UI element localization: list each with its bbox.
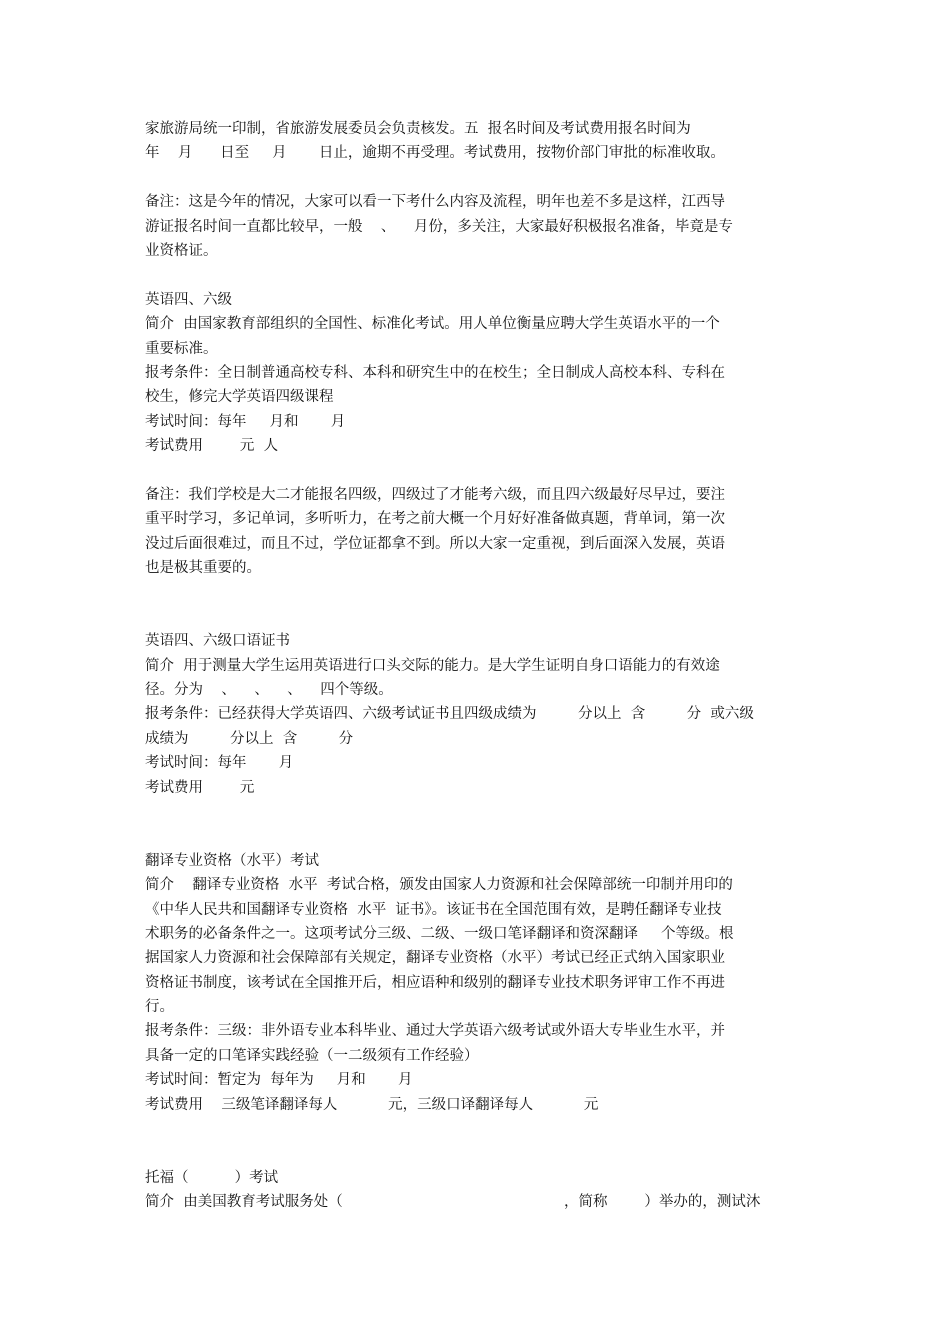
note2-line-4: 也是极其重要的。: [145, 560, 261, 577]
toefl-title: 托福（ ）考试: [145, 1169, 279, 1186]
oral-time: 考试时间：每年 月: [145, 755, 294, 772]
translation-intro-line-5: 资格证书制度，该考试在全国推开后，相应语种和级别的翻译专业技术职务评审工作不再进: [145, 974, 725, 991]
note2-line-2: 重平时学习，多记单词，多听听力，在考之前大概一个月好好准备做真题，背单词，第一次: [145, 511, 725, 528]
note2-line-3: 没过后面很难过，而且不过，学位证都拿不到。所以大家一定重视，到后面深入发展，英语: [145, 535, 725, 552]
translation-req-line-1: 报考条件：三级：非外语专业本科毕业、通过大学英语六级考试或外语大专毕业生水平，并: [145, 1023, 725, 1040]
cet-intro-line-1: 简介 由国家教育部组织的全国性、标准化考试。用人单位衡量应聘大学生英语水平的一个: [145, 316, 720, 333]
oral-req-line-1: 报考条件：已经获得大学英语四、六级考试证书且四级成绩为 分以上 含 分 或六级: [145, 706, 754, 723]
oral-req-line-2: 成绩为 分以上 含 分: [145, 730, 354, 747]
oral-title: 英语四、六级口语证书: [145, 633, 290, 650]
translation-intro-line-1: 简介 翻译专业资格 水平 考试合格，颁发由国家人力资源和社会保障部统一印制并用印的: [145, 877, 733, 894]
translation-title: 翻译专业资格（水平）考试: [145, 852, 319, 869]
cet-req-line-1: 报考条件：全日制普通高校专科、本科和研究生中的在校生；全日制成人高校本科、专科在: [145, 364, 725, 381]
oral-intro-line-1: 简介 用于测量大学生运用英语进行口头交际的能力。是大学生证明自身口语能力的有效途: [145, 657, 720, 674]
translation-intro-line-4: 据国家人力资源和社会保障部有关规定，翻译专业资格（水平）考试已经正式纳入国家职业: [145, 950, 725, 967]
intro-line-1: 家旅游局统一印制，省旅游发展委员会负责核发。五 报名时间及考试费用报名时间为: [145, 121, 691, 137]
translation-fee: 考试费用 三级笔译翻译每人 元，三级口译翻译每人 元: [145, 1096, 599, 1113]
cet-title: 英语四、六级: [145, 291, 232, 308]
intro-line-2: 年 月 日至 月 日止，逾期不再受理。考试费用，按物价部门审批的标准收取。: [145, 145, 725, 162]
note1-line-1: 备注：这是今年的情况，大家可以看一下考什么内容及流程，明年也差不多是这样，江西导: [145, 194, 725, 211]
document-page: [145, 117, 813, 1215]
oral-intro-line-2: 径。分为 、 、 、 四个等级。: [145, 682, 393, 698]
cet-fee: 考试费用 元 人: [145, 438, 279, 455]
note1-line-2: 游证报名时间一直都比较早，一般 、 月份，多关注，大家最好积极报名准备，毕竟是专: [145, 218, 733, 235]
cet-req-line-2: 校生，修完大学英语四级课程: [145, 389, 334, 406]
note2-line-1: 备注：我们学校是大二才能报名四级，四级过了才能考六级，而且四六级最好尽早过，要注: [145, 486, 725, 503]
cet-intro-line-2: 重要标准。: [145, 340, 218, 357]
note1-line-3: 业资格证。: [145, 242, 218, 259]
oral-fee: 考试费用 元: [145, 779, 255, 796]
translation-intro-line-6: 行。: [145, 999, 174, 1016]
translation-intro-line-3: 术职务的必备条件之一。这项考试分三级、二级、一级口笔译翻译和资深翻译 个等级。根: [145, 925, 734, 942]
cet-time: 考试时间：每年 月和 月: [145, 413, 346, 430]
translation-req-line-2: 具备一定的口笔译实践经验（一二级须有工作经验）: [145, 1047, 479, 1064]
translation-intro-line-2: 《中华人民共和国翻译专业资格 水平 证书》。该证书在全国范围有效，是聘任翻译专业技: [145, 901, 722, 918]
translation-time: 考试时间：暂定为 每年为 月和 月: [145, 1072, 413, 1089]
toefl-intro-line-1: 简介 由美国教育考试服务处（ ，简称 ）举办的，测试沐: [145, 1194, 761, 1211]
